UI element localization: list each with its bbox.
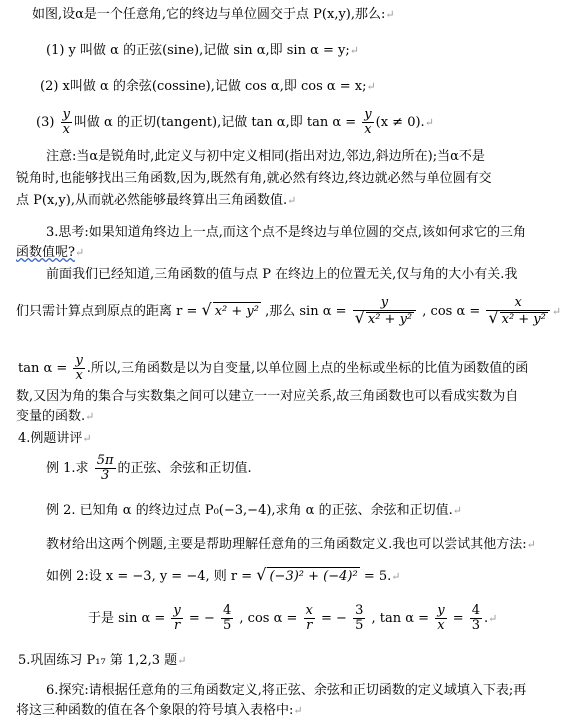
tangent-line-2: 数,又因为角的集合与实数集之间可以建立一一对应关系,故三角函数也可以看成实数为自 — [16, 389, 519, 404]
tangent-formula-line: tan α = $\frac{y}{x}$ .所以,三角函数是以为自变量,以单位圆上点的坐标或坐标的比值为函数值的函 — [18, 353, 529, 383]
fraction-y-over-x: $\frac{y}{x}$ — [75, 353, 83, 383]
note-line-1: 注意:当α是锐角时,此定义与初中定义相同(指出对边,邻边,斜边所在);当α不是 — [46, 149, 485, 164]
fraction-y-over-r: $\frac{y}{r}$ — [173, 603, 181, 633]
paragraph-mark: ↵ — [385, 8, 395, 21]
example-2: 例 2. 已知角 α 的终边过点 P₀(−3,−4),求角 α 的正弦、余弦和正切值.↵ — [46, 503, 462, 518]
paragraph-mark: ↵ — [85, 410, 95, 423]
think-line-2: 函数值呢?↵ — [16, 245, 85, 260]
distance-formula-line: 们只需计算点到原点的距离 r = √ x² + y² ,那么 sin α = $\frac{y}{\text{√ x² + y²}}$ , cos α = $\frac{x}{\text{√ x² + y²}}$ ↵ — [16, 295, 562, 327]
fraction-3-over-5: $\frac{3}{5}$ — [355, 603, 364, 633]
paragraph-mark: ↵ — [293, 704, 303, 717]
example-1: 例 1.求 $\frac{5\pi}{3}$ 的正弦、余弦和正切值. — [46, 453, 252, 483]
solution-distance: 如例 2:设 x = −3, y = −4, 则 r = √ (−3)² + (−4)² = 5.↵ — [46, 565, 401, 584]
paragraph-mark: ↵ — [177, 654, 187, 667]
sqrt-expression: (−3)² + (−4)² — [269, 569, 358, 584]
intro-line: 如图,设α是一个任意角,它的终边与单位圆交于点 P(x,y),那么:↵ — [32, 7, 395, 22]
fraction-y-over-x: $\frac{y}{x}$ — [437, 603, 445, 633]
paragraph-mark: ↵ — [74, 246, 85, 259]
think-line-1: 3.思考:如果知道角终边上一点,而这个点不是终边与单位圆的交点,该如何求它的三角 — [46, 225, 527, 240]
fraction-x-over-r: $\frac{x}{r}$ — [305, 603, 313, 633]
explore-line-2: 将这三种函数的值在各个象限的符号填入表格中:↵ — [16, 703, 303, 718]
paragraph-mark: ↵ — [287, 194, 297, 207]
fraction-cos: $\frac{x}{\text{√ x² + y²}}$ — [486, 296, 549, 327]
textbook-note: 教材给出这两个例题,主要是帮助理解任意角的三角函数定义.我也可以尝试其他方法:↵ — [46, 537, 536, 552]
tangent-line-3: 变量的函数.↵ — [16, 409, 95, 424]
paragraph-mark: ↵ — [526, 538, 536, 551]
fraction-y-over-x: $\frac{y}{x}$ — [62, 107, 70, 137]
fraction-sin: $\frac{y}{\text{√ x² + y²}}$ — [353, 296, 416, 327]
definition-tangent: (3) $\frac{y}{x}$ 叫做 α 的正切(tangent),记做 tan α,即 tan α = $\frac{y}{x}$ (x ≠ 0).↵ — [36, 107, 434, 137]
paragraph-mark: ↵ — [349, 44, 359, 57]
definition-sine: (1) y 叫做 α 的正弦(sine),记做 sin α,即 sin α = y;↵ — [46, 43, 359, 58]
paragraph-mark: ↵ — [424, 116, 434, 129]
practice-line: 5.巩固练习 P₁₇ 第 1,2,3 题↵ — [18, 653, 187, 668]
paragraph-mark: ↵ — [488, 612, 498, 625]
previous-line-1: 前面我们已经知道,三角函数的值与点 P 在终边上的位置无关,仅与角的大小有关.我 — [46, 267, 518, 282]
paragraph-mark: ↵ — [551, 305, 562, 318]
paragraph-mark: ↵ — [452, 504, 462, 517]
note-line-3: 点 P(x,y),从而就必然能够最终算出三角函数值.↵ — [16, 193, 297, 208]
solution-results: 于是 sin α = $\frac{y}{r}$ = − $\frac{4}{5}$ , cos α = $\frac{x}{r}$ = − $\frac{3}{5}$ , tan α = $\frac{y}{x}$ = $\frac{4}{3}$ .↵ — [88, 603, 498, 633]
sqrt-x2-y2: x² + y² — [214, 304, 259, 319]
explore-line-1: 6.探究:请根据任意角的三角函数定义,将正弦、余弦和正切函数的定义域填入下表;再 — [46, 683, 527, 698]
fraction-5pi-over-3: $\frac{5\pi}{3}$ — [96, 453, 114, 483]
paragraph-mark: ↵ — [391, 570, 401, 583]
fraction-4-over-3: $\frac{4}{3}$ — [471, 603, 481, 633]
fraction-y-over-x: $\frac{y}{x}$ — [364, 107, 372, 137]
definition-cosine: (2) x叫做 α 的余弦(cossine),记做 cos α,即 cos α = x;↵ — [40, 79, 376, 94]
examples-heading: 4.例题讲评↵ — [18, 431, 92, 446]
note-line-2: 锐角时,也能够找出三角函数,因为,既然有角,就必然有终边,终边就必然与单位圆有交 — [16, 171, 492, 186]
paragraph-mark: ↵ — [366, 80, 376, 93]
fraction-4-over-5: $\frac{4}{5}$ — [222, 603, 232, 633]
paragraph-mark: ↵ — [82, 432, 92, 445]
